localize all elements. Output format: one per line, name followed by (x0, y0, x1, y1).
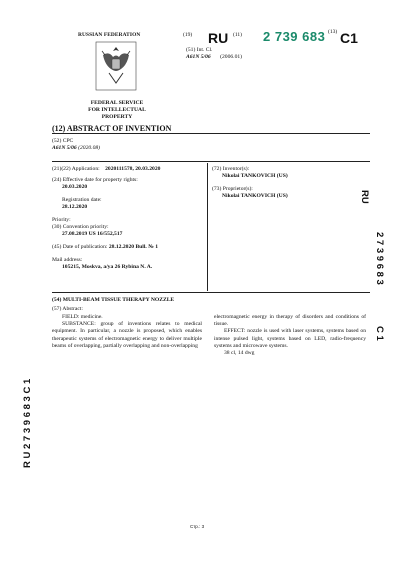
page-number: Стр.: 3 (190, 524, 205, 529)
mail-value: 105215, Moskva, a/ya 26 Rybina N. A. (62, 264, 153, 270)
invention-title: (54) MULTI-BEAM TISSUE THERAPY NOZZLE (52, 297, 175, 303)
biblio-right (212, 166, 370, 200)
cpc-date: (2020.08) (78, 145, 101, 151)
inid-13: (13) (328, 29, 338, 35)
int-cl-label: (51) Int. Cl. (186, 47, 213, 53)
coat-of-arms-emblem (95, 41, 137, 91)
proprietor-label: (73) Proprietor(s): (212, 186, 253, 192)
priority-label: Priority: (52, 217, 71, 223)
abstract-effect: EFFECT: nozzle is used with laser systems, systems based on intense pulsed light, systems based on LED, radio-frequency systems and microwave systems. (214, 328, 366, 349)
proprietor-value: Nikolai TANKOVICH (US) (222, 193, 288, 199)
effective-date-value: 20.03.2020 (62, 184, 88, 190)
abstract-right-column (214, 314, 366, 357)
cpc-code: A61N 5/06 (52, 145, 77, 151)
cpc-block (52, 138, 100, 152)
divider-biblio-bottom (52, 292, 370, 293)
inventor-label: (72) Inventor(s): (212, 166, 250, 172)
kind-code: C1 (340, 30, 358, 46)
patent-number: 2 739 683 (263, 29, 326, 44)
inid-19: (19) (183, 32, 193, 38)
abstract-substance: SUBSTANCE: group of inventions relates to medical equipment. In particular, a nozzle is proposed, which enables therapeutic systems of electromagnetic energy to deliver multiple beams of overlapping, partially overlapping and non-overlapping (52, 321, 202, 349)
country-name: RUSSIAN FEDERATION (78, 32, 141, 38)
inventor-value: Nikolai TANKOVICH (US) (222, 173, 288, 179)
abstract-field: FIELD: medicine. (62, 314, 103, 320)
application-label: (21)(22) Application: (52, 166, 100, 172)
convention-label: (30) Convention priority: (52, 224, 109, 230)
office-name: FEDERAL SERVICE FOR INTELLECTUAL PROPERTY (88, 100, 146, 120)
abstract-label: (57) Abstract: (52, 306, 83, 312)
ipc-code: A61N 5/06 (186, 54, 211, 60)
publication-label: (45) Date of publication: (52, 244, 108, 250)
application-value: 2020111578, 20.03.2020 (105, 166, 161, 172)
claims-count: 38 cl, 14 dwg (224, 350, 255, 357)
column-divider (207, 163, 208, 291)
ipc-date: (2006.01) (220, 54, 243, 60)
registration-value: 28.12.2020 (62, 204, 88, 210)
mail-label: Mail address: (52, 257, 83, 263)
divider-biblio-top (52, 161, 370, 162)
country-code: RU (208, 30, 229, 46)
abstract-continuation: electromagnetic energy in therapy of disorders and conditions of tissue. (214, 314, 366, 328)
margin-number-right: 2 7 3 9 6 8 3 (374, 232, 385, 285)
margin-identifier-left: R U 2 7 3 9 6 8 3 C 1 (22, 378, 33, 468)
abstract-left-column (52, 314, 202, 350)
inid-11: (11) (233, 32, 242, 38)
divider-top (52, 133, 370, 134)
abstract-heading: (12) ABSTRACT OF INVENTION (52, 124, 172, 133)
biblio-left (52, 166, 204, 271)
cpc-label: (52) CPC (52, 138, 74, 144)
publication-value: 28.12.2020 Bull. № 1 (108, 244, 159, 250)
int-cl-block (186, 47, 242, 61)
effective-date-label: (24) Effective date for property rights: (52, 177, 138, 183)
registration-label: Registration date: (62, 197, 102, 203)
margin-kind-right: C 1 (374, 326, 385, 341)
convention-value: 27.08.2019 US 16/552,517 (62, 231, 123, 237)
